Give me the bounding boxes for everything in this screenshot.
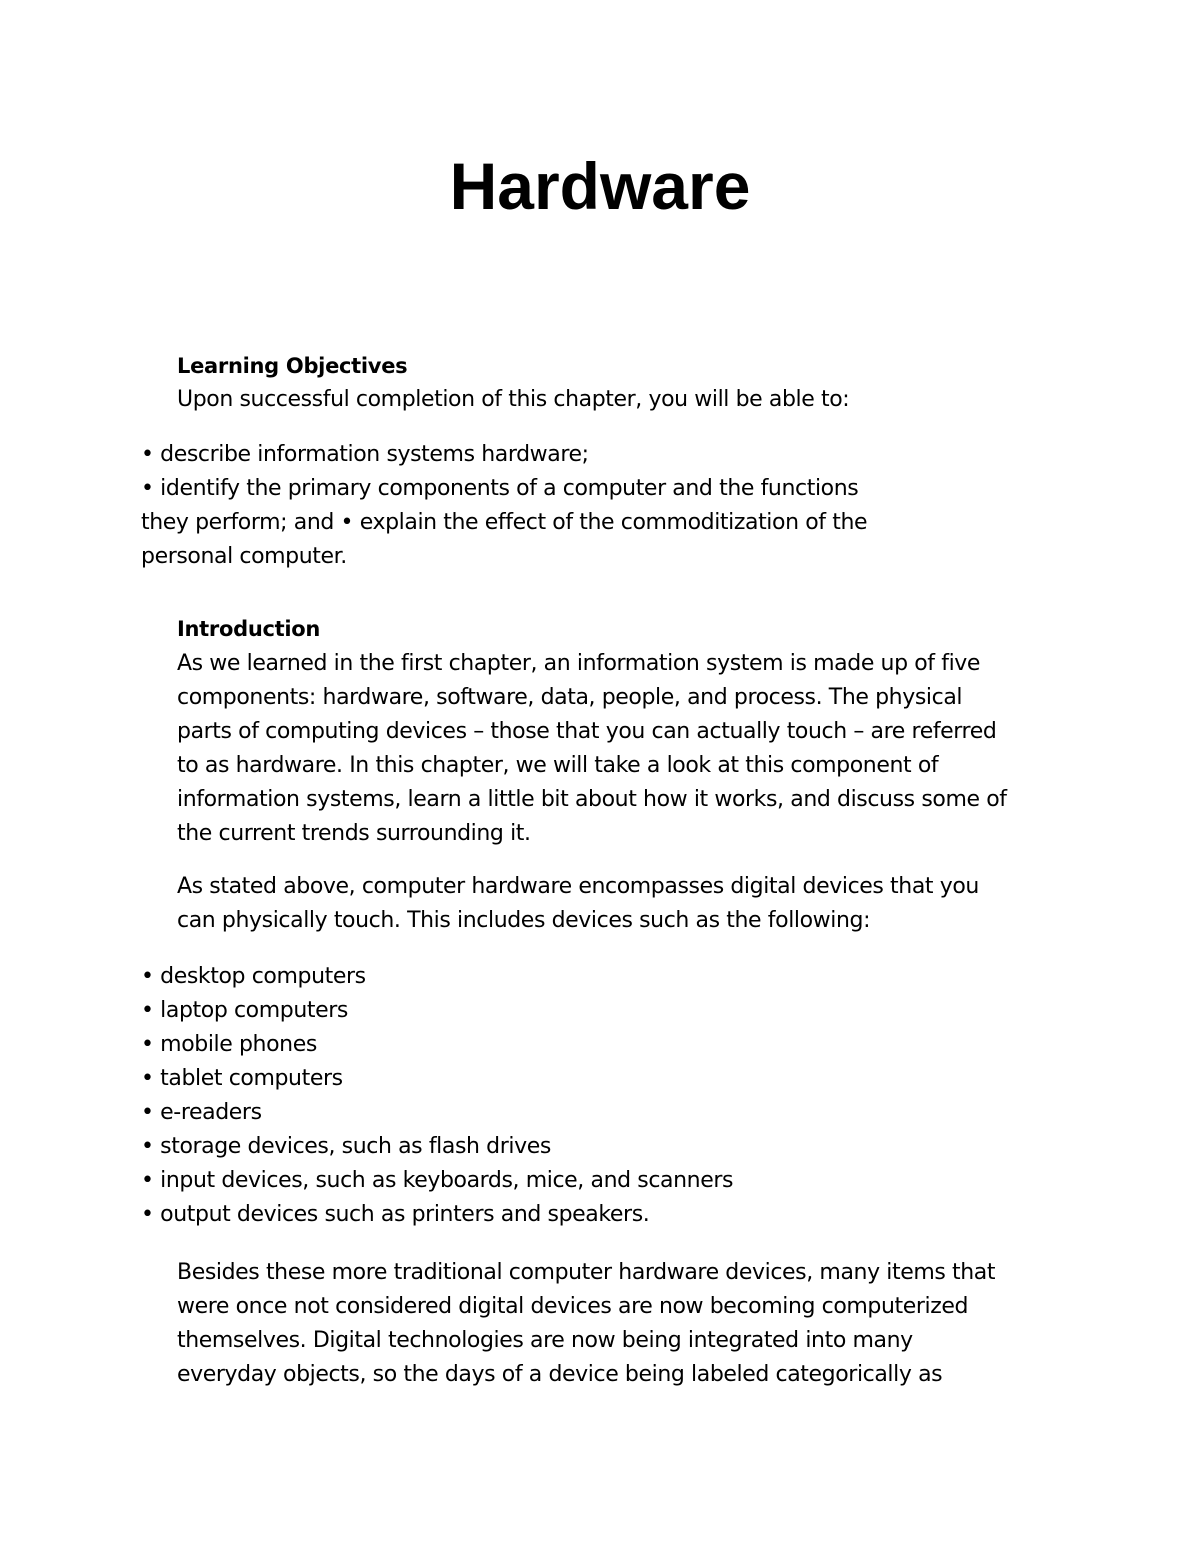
list-item: • laptop computers bbox=[141, 998, 348, 1023]
introduction-heading: Introduction bbox=[177, 617, 321, 641]
list-item: • storage devices, such as flash drives bbox=[141, 1134, 551, 1159]
paragraph-line: can physically touch. This includes devices such as the following: bbox=[177, 908, 871, 933]
introduction-paragraph-2 bbox=[177, 870, 979, 938]
objective-line: • identify the primary components of a computer and the functions bbox=[141, 476, 859, 501]
paragraph-line: to as hardware. In this chapter, we will take a look at this component of bbox=[177, 753, 939, 778]
list-item: • e-readers bbox=[141, 1100, 262, 1125]
paragraph-line: As we learned in the first chapter, an information system is made up of five bbox=[177, 651, 981, 676]
objective-line: personal computer. bbox=[141, 544, 347, 569]
list-item: • mobile phones bbox=[141, 1032, 317, 1057]
paragraph-line: Besides these more traditional computer hardware devices, many items that bbox=[177, 1260, 996, 1285]
learning-objectives-heading: Learning Objectives bbox=[177, 354, 408, 378]
paragraph-line: the current trends surrounding it. bbox=[177, 821, 531, 846]
list-item: • input devices, such as keyboards, mice, and scanners bbox=[141, 1168, 734, 1193]
objective-line: they perform; and • explain the effect of the commoditization of the bbox=[141, 510, 868, 535]
device-list bbox=[141, 960, 733, 1232]
introduction-paragraph-1 bbox=[177, 647, 1007, 851]
learning-objectives-intro bbox=[177, 383, 849, 417]
objective-line: • describe information systems hardware; bbox=[141, 442, 589, 467]
list-item: • tablet computers bbox=[141, 1066, 343, 1091]
paragraph-line: components: hardware, software, data, people, and process. The physical bbox=[177, 685, 963, 710]
learning-objectives-list bbox=[141, 438, 867, 574]
list-item: • desktop computers bbox=[141, 964, 366, 989]
document-title: Hardware bbox=[449, 149, 751, 223]
paragraph-line: themselves. Digital technologies are now being integrated into many bbox=[177, 1328, 913, 1353]
paragraph-line: were once not considered digital devices are now becoming computerized bbox=[177, 1294, 969, 1319]
list-item: • output devices such as printers and speakers. bbox=[141, 1202, 650, 1227]
paragraph-line: As stated above, computer hardware encompasses digital devices that you bbox=[177, 874, 979, 899]
intro-line: Upon successful completion of this chapter, you will be able to: bbox=[177, 387, 850, 412]
introduction-paragraph-3 bbox=[177, 1256, 995, 1392]
paragraph-line: parts of computing devices – those that you can actually touch – are referred bbox=[177, 719, 997, 744]
paragraph-line: everyday objects, so the days of a device being labeled categorically as bbox=[177, 1362, 943, 1387]
paragraph-line: information systems, learn a little bit about how it works, and discuss some of bbox=[177, 787, 1007, 812]
